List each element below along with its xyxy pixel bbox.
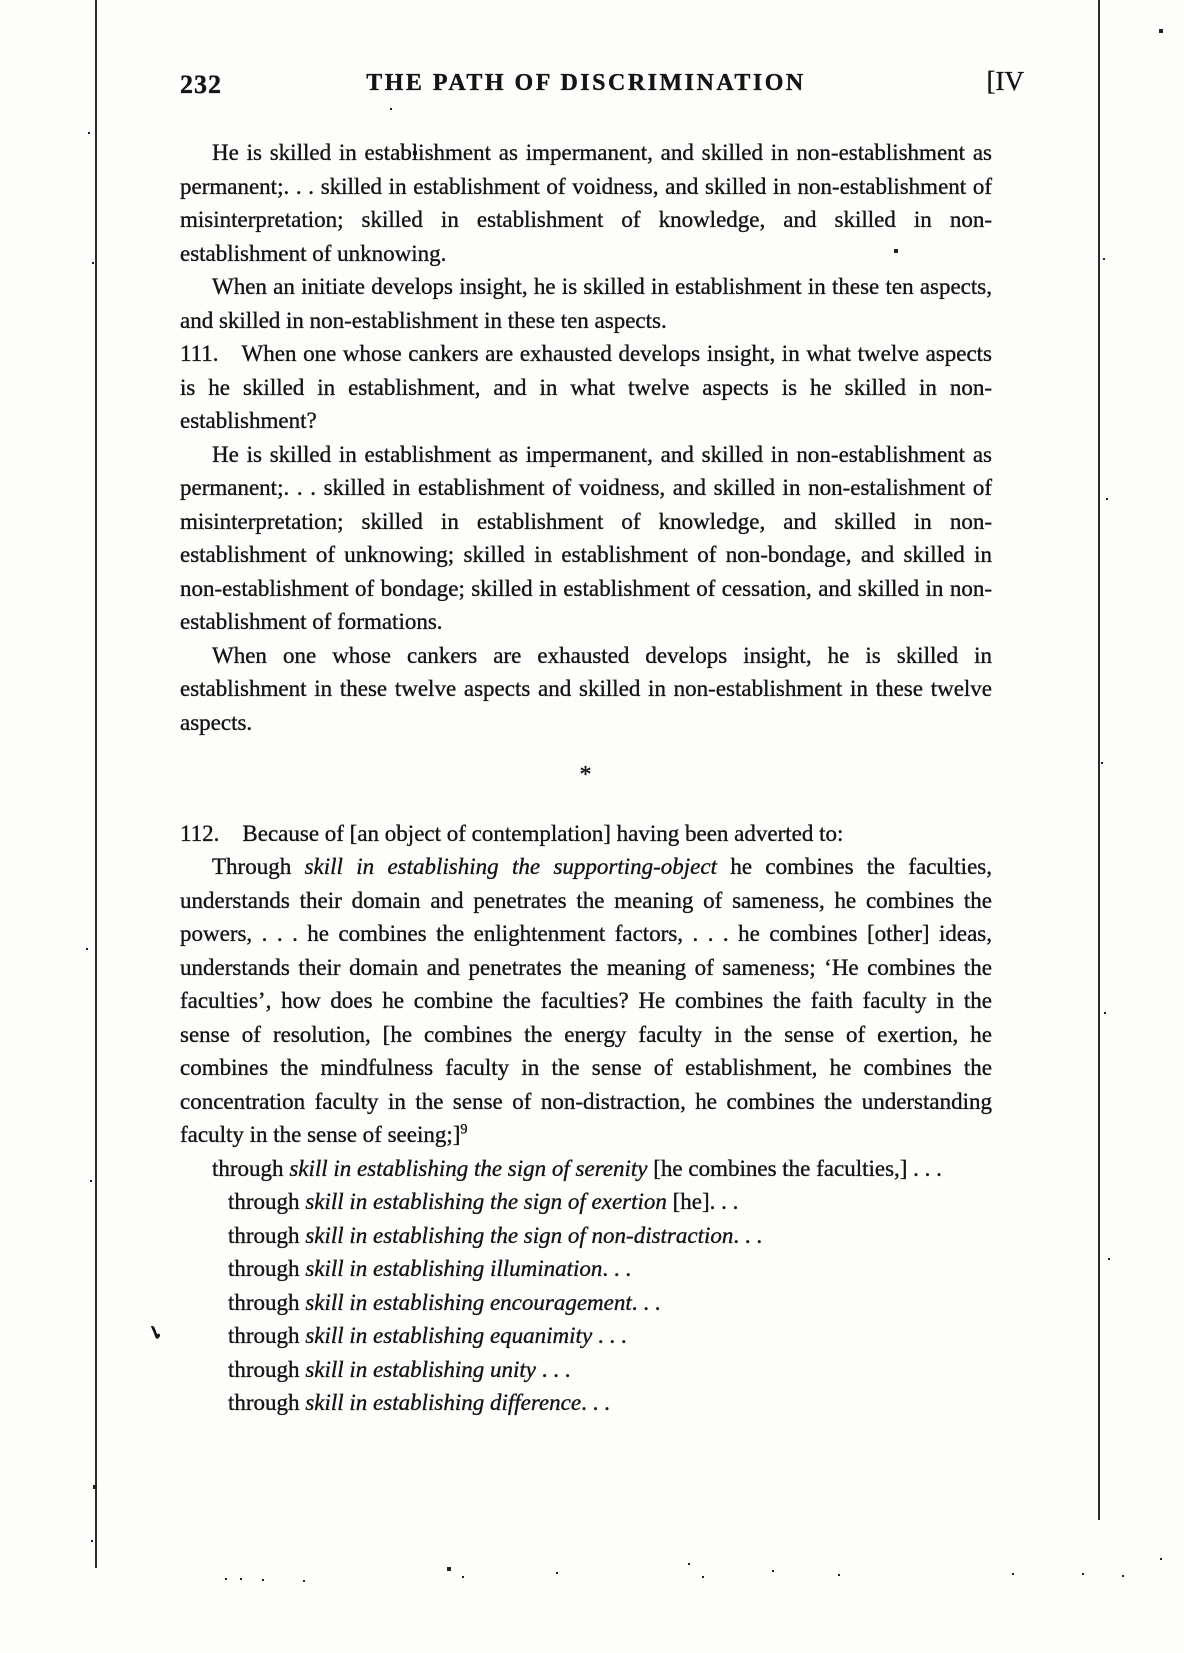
text-run: through [212, 1155, 290, 1181]
italic-phrase: skill in establishing the sign of non-distraction [305, 1222, 734, 1248]
text-run: . . . [581, 1390, 610, 1415]
scan-noise-specks [0, 0, 2, 2]
text-run: . . . [733, 1222, 763, 1248]
paragraph [180, 136, 992, 270]
text-run: . . . [602, 1256, 632, 1281]
paragraph [180, 1286, 992, 1320]
text-run: through [228, 1222, 306, 1248]
section-separator [180, 759, 992, 793]
text-run: * [579, 762, 593, 788]
text-run: [he combines the faculties,] . . . [647, 1155, 942, 1181]
text-run: Through [212, 854, 305, 879]
paragraph [180, 1353, 992, 1387]
italic-phrase: skill in establishing equanimity [305, 1323, 593, 1348]
italic-phrase: skill in establishing the sign of serenity [289, 1155, 648, 1181]
paragraph [180, 850, 992, 1152]
paragraph [144, 1319, 992, 1353]
text-run: 112. Because of [an object of contemplation] having been adverted to: [180, 820, 844, 846]
pencil-check-mark-icon: ✓ [144, 1321, 165, 1346]
text-run: through [228, 1256, 306, 1281]
scan-edge-line-left [95, 0, 97, 1568]
italic-phrase: skill in establishing the sign of exertion [305, 1189, 667, 1214]
volume-marker: [IV [986, 66, 1024, 96]
text-run: . . . [631, 1289, 661, 1315]
text-run: When an initiate develops insight, he is skilled in establishment in these ten aspects, and skilled in non-establishment in these ten aspects. [180, 274, 992, 333]
text-run: through [228, 1189, 306, 1214]
text-run: . . . [592, 1323, 627, 1348]
running-title: THE PATH OF DISCRIMINATION [366, 70, 806, 96]
paragraph [180, 1185, 992, 1219]
paragraph [180, 270, 992, 337]
paragraph [180, 337, 992, 438]
page-number: 232 [180, 70, 222, 99]
footnote-reference: 9 [460, 1121, 468, 1138]
italic-phrase: skill in establishing unity [305, 1356, 536, 1382]
text-run: He is skilled in establishment as impermanent, and skilled in non-establishment as permanent;. . . skilled in establishment of voidness, and skilled in non-establishment of misinterpretation; skilled in establishment of knowledge, and skilled in non-establishment of unknowing. [180, 140, 992, 266]
italic-phrase: skill in establishing the supporting-object [304, 854, 717, 879]
paragraph [180, 639, 992, 740]
text-column [144, 66, 1024, 1420]
italic-phrase: skill in establishing illumination [305, 1256, 603, 1281]
text-run: When one whose cankers are exhausted develops insight, he is skilled in establishment in these twelve aspects and skilled in non-establishment in these twelve aspects. [180, 642, 992, 735]
paragraph [180, 817, 992, 851]
text-run: through [228, 1356, 306, 1382]
paragraph [180, 1252, 992, 1286]
paragraph [180, 1219, 992, 1253]
text-run: through [228, 1323, 306, 1348]
text-run: 111. When one whose cankers are exhausted develops insight, in what twelve aspects is he skilled in establishment, and in what twelve aspects is he skilled in non-establishment? [180, 341, 992, 433]
page-header [180, 66, 1024, 110]
paragraph [180, 1386, 992, 1420]
text-run: through [228, 1289, 306, 1315]
text-run: he combines the faculties, understands their domain and penetrates the meaning of sameness, he combines the powers, . . . he combines the enlightenment factors, . . . he combines [other] ideas, understands their domain and penetrates the meaning of sameness; ‘He combines the faculties’, how does he combine the faculties? He combines the faith faculty in the sense of resolution, [he combines the energy faculty in the sense of exertion, he combines the mindfulness faculty in the sense of establishment, he combines the concentration faculty in the sense of non-distraction, he combines the understanding faculty in the sense of seeing;] [180, 854, 992, 1147]
italic-phrase: skill in establishing encouragement [305, 1289, 632, 1315]
scan-edge-line-right [1098, 0, 1100, 1520]
italic-phrase: skill in establishing difference [305, 1390, 582, 1415]
text-run: through [228, 1390, 306, 1415]
text-run: He is skilled in establishment as impermanent, and skilled in non-establishment as permanent;. . . skilled in establishment of voidness, and skilled in non-estalishment of misinterpretation; skilled in establishment of knowledge, and skilled in non-establishment of unknowing; skilled in establishment of non-bondage, and skilled in non-establishment of bondage; skilled in establishment of cessation, and skilled in non-establishment of formations. [180, 441, 992, 634]
paragraph [180, 1152, 992, 1186]
text-run: [he]. . . [666, 1189, 739, 1214]
text-run: . . . [535, 1356, 571, 1382]
paragraph [180, 438, 992, 639]
body-text [144, 136, 992, 1420]
